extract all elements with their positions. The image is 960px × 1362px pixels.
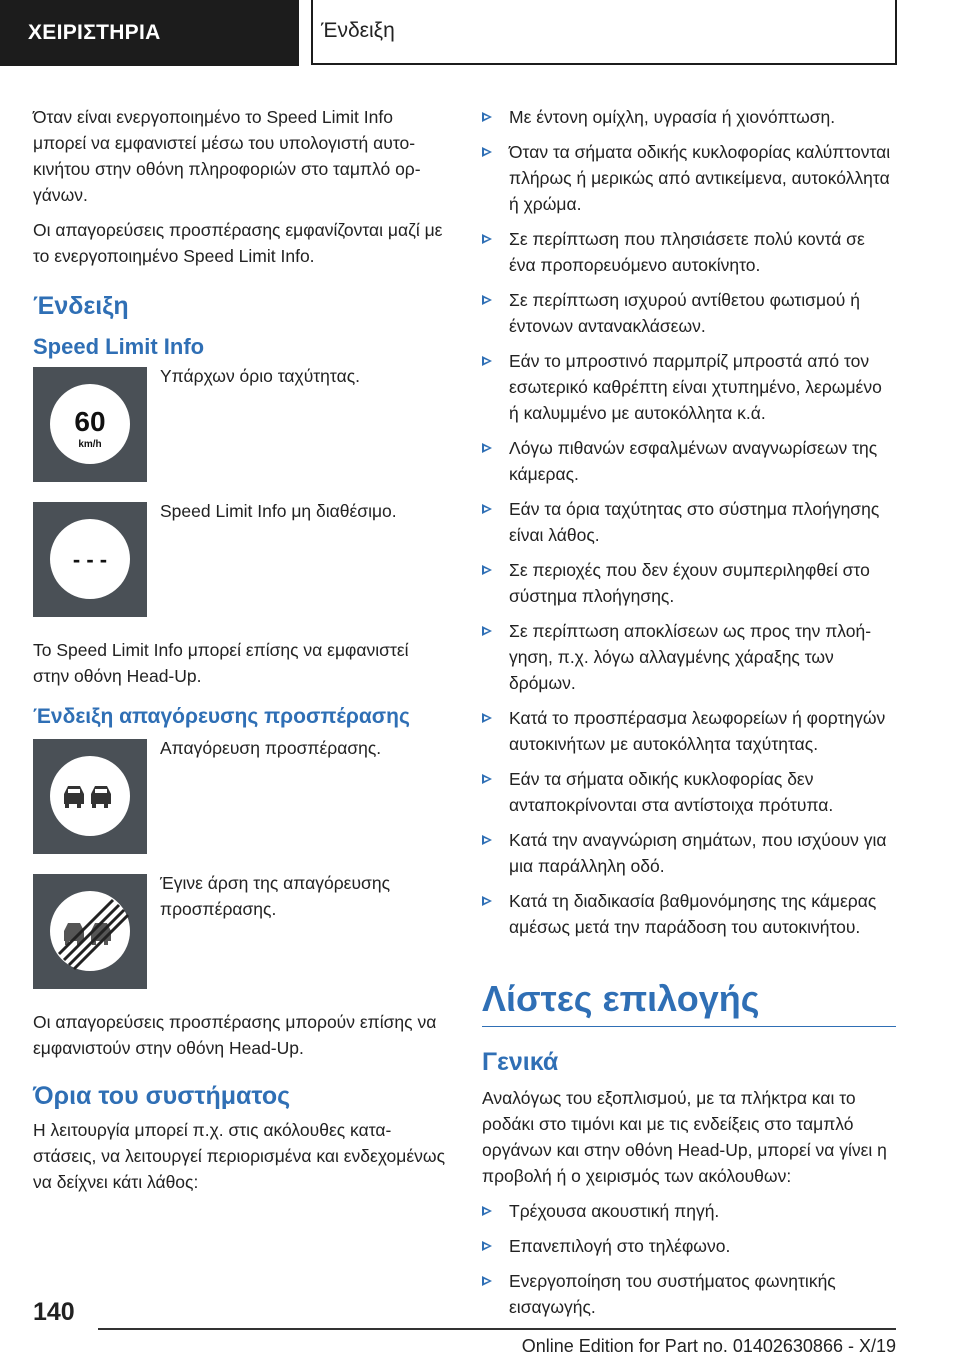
triangle-bullet-icon	[482, 112, 492, 122]
intro-paragraph-1: Όταν είναι ενεργοποιημένο το Speed Limit Info μπορεί να εμφανιστεί μέσω του υπολογιστή αυτοκινήτου στην οθόνη πληροφοριών στο ταμπλό οργάνων.	[33, 107, 421, 205]
general-list	[482, 1198, 896, 1320]
triangle-bullet-icon	[482, 356, 492, 366]
list-item: Εάν τα σήματα οδικής κυκλοφορίας δεν ανταποκρίνονται στα αντίστοιχα πρότυπα.	[482, 766, 896, 818]
general-paragraph: Αναλόγως του εξοπλισμού, με τα πλήκτρα και το ροδάκι στο τιμόνι και με τις ενδείξεις στο ταμπλό οργάνων και στην οθόνη Head-Up, μπορεί να γίνει η προβολή ή ο χειρισμός των ακόλουθων:	[482, 1088, 887, 1186]
list-item: Λόγω πιθανών εσφαλμένων αναγνωρίσεων της κάμερας.	[482, 435, 896, 487]
list-item: Ενεργοποίηση του συστήματος φωνητικής εισαγωγής.	[482, 1268, 896, 1320]
triangle-bullet-icon	[482, 1241, 492, 1251]
triangle-bullet-icon	[482, 295, 492, 305]
sign-row-end-no-overtaking	[33, 874, 447, 990]
sign-row-no-overtaking	[33, 739, 447, 855]
list-item: Τρέχουσα ακουστική πηγή.	[482, 1198, 896, 1224]
footer-divider	[98, 1328, 896, 1330]
triangle-bullet-icon	[482, 896, 492, 906]
section-title: Ένδειξη	[311, 0, 897, 65]
sign-row-speed-limit	[33, 367, 447, 483]
sign1-description: Υπάρχων όριο ταχύτητας.	[160, 366, 360, 386]
triangle-bullet-icon	[482, 504, 492, 514]
list-item: Σε περίπτωση ισχυρού αντίθετου φωτισμού ή έντονων αντανακλάσεων.	[482, 287, 896, 339]
limits-list	[482, 104, 896, 940]
sign4-description: Έγινε άρση της απαγόρευσης προσπέρασης.	[160, 873, 391, 919]
heading-no-overtaking: Ένδειξη απαγόρευσης προσπέρασης	[33, 705, 410, 728]
sign-speed-number: 60	[74, 406, 106, 437]
triangle-bullet-icon	[482, 234, 492, 244]
list-item: Εάν τα όρια ταχύτητας στο σύστημα πλοήγησης είναι λάθος.	[482, 496, 896, 548]
triangle-bullet-icon	[482, 565, 492, 575]
list-item: Σε περιοχές που δεν έχουν συμπεριληφθεί στο σύστημα πλοήγησης.	[482, 557, 896, 609]
list-item: Σε περίπτωση αποκλίσεων ως προς την πλοήγηση, π.χ. λόγω αλλαγμένης χάραξης των δρόμων.	[482, 618, 896, 696]
list-item: Επανεπιλογή στο τηλέφωνο.	[482, 1233, 896, 1259]
chapter-title: ΧΕΙΡΙΣΤΗΡΙΑ	[0, 0, 299, 66]
triangle-bullet-icon	[482, 1206, 492, 1216]
limits-paragraph: Η λειτουργία μπορεί π.χ. στις ακόλουθες καταστάσεις, να λειτουργεί περιορισμένα και ενδεχομένως να δείχνει κάτι λάθος:	[33, 1120, 446, 1192]
heading-display: Ένδειξη	[33, 292, 129, 320]
triangle-bullet-icon	[482, 835, 492, 845]
list-item: Κατά το προσπέρασμα λεωφορείων ή φορτηγών αυτοκινήτων με αυτοκόλλητα ταχύτητας.	[482, 705, 896, 757]
heading-selection-lists: Λίστες επιλογής	[482, 978, 896, 1027]
speed-limit-unavailable-icon	[33, 502, 147, 617]
left-column	[33, 104, 447, 1204]
heading-general: Γενικά	[482, 1048, 559, 1076]
triangle-bullet-icon	[482, 1276, 492, 1286]
sign3-description: Απαγόρευση προσπέρασης.	[160, 738, 382, 758]
page-header	[0, 0, 960, 66]
triangle-bullet-icon	[482, 443, 492, 453]
list-item: Με έντονη ομίχλη, υγρασία ή χιονόπτωση.	[482, 104, 896, 130]
list-item: Όταν τα σήματα οδικής κυκλοφορίας καλύπτονται πλήρως ή μερικώς από αντικείμενα, αυτοκόλλητα ή χρώμα.	[482, 139, 896, 217]
list-item: Σε περίπτωση που πλησιάσετε πολύ κοντά σε ένα προπορευόμενο αυτοκίνητο.	[482, 226, 896, 278]
sign-dashes: - - -	[72, 547, 108, 572]
right-column	[482, 104, 896, 1329]
sign2-description: Speed Limit Info μη διαθέσιμο.	[160, 501, 397, 521]
list-item: Κατά την αναγνώριση σημάτων, που ισχύουν για μια παράλληλη οδό.	[482, 827, 896, 879]
end-no-overtaking-icon	[33, 874, 147, 989]
intro-paragraph-2: Οι απαγορεύσεις προσπέρασης εμφανίζονται μαζί με το ενεργοποιημένο Speed Limit Info.	[33, 220, 443, 266]
sign-row-unavailable	[33, 502, 447, 618]
hud-paragraph-2: Οι απαγορεύσεις προσπέρασης μπορούν επίσης να εμφανιστούν στην οθόνη Head-Up.	[33, 1012, 437, 1058]
list-item: Κατά τη διαδικασία βαθμονόμησης της κάμερας αμέσως μετά την παράδοση του αυτοκινήτου.	[482, 888, 896, 940]
heading-system-limits: Όρια του συστήματος	[33, 1082, 291, 1110]
page-number: 140	[33, 1298, 75, 1326]
triangle-bullet-icon	[482, 626, 492, 636]
no-overtaking-icon	[33, 739, 147, 854]
triangle-bullet-icon	[482, 774, 492, 784]
list-item: Εάν το μπροστινό παρμπρίζ μπροστά από τον εσωτερικό καθρέπτη είναι χτυπημένο, λερωμένο ή καλυμμένο με αυτοκόλλητα κ.ά.	[482, 348, 896, 426]
hud-paragraph: Το Speed Limit Info μπορεί επίσης να εμφανιστεί στην οθόνη Head-Up.	[33, 640, 409, 686]
triangle-bullet-icon	[482, 147, 492, 157]
footer-edition: Online Edition for Part no. 01402630866 - X/19	[521, 1336, 896, 1356]
triangle-bullet-icon	[482, 713, 492, 723]
speed-limit-60-icon	[33, 367, 147, 482]
sign-speed-unit: km/h	[78, 439, 102, 450]
heading-speed-limit-info: Speed Limit Info	[33, 334, 205, 359]
